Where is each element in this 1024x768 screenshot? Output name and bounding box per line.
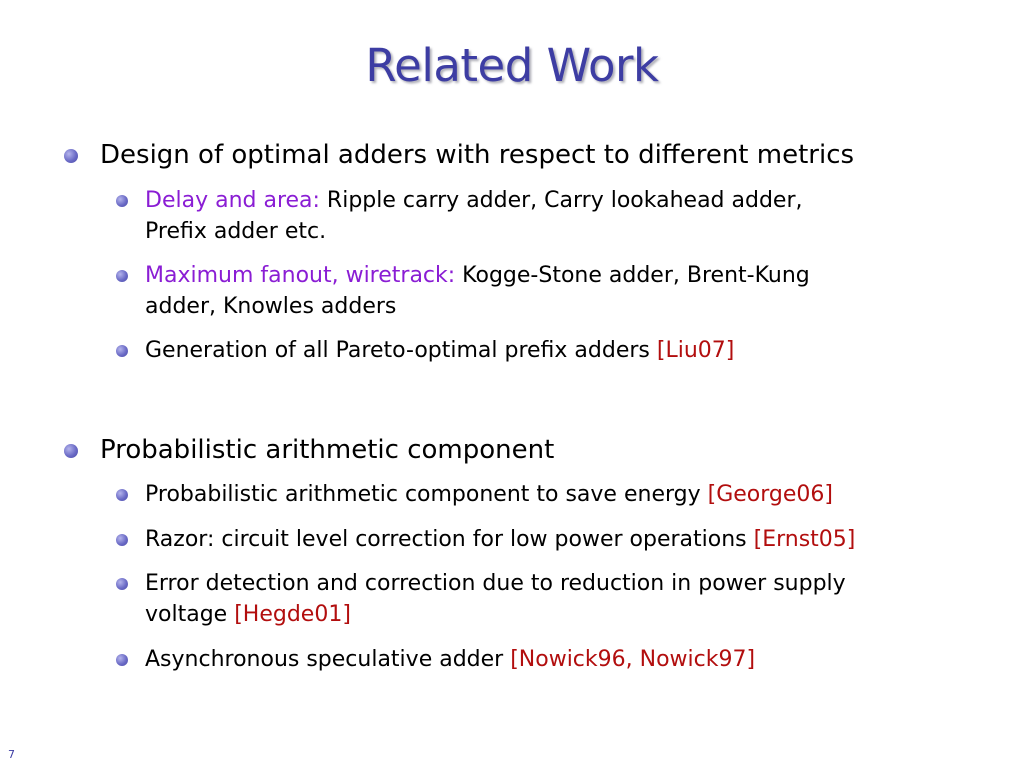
citation: [Liu07] [656, 338, 735, 363]
slide-title: Related Work [365, 39, 659, 92]
citation: [George06] [707, 482, 833, 507]
citation: [Ernst05] [753, 527, 856, 552]
bullet-dot-icon [116, 654, 128, 666]
bullet-text: Razor: circuit level correction for low power operations [145, 527, 754, 552]
bullet-error-detection [145, 568, 945, 630]
bullet-text: Kogge-Stone adder, Brent-Kung [455, 263, 810, 288]
page-number: 7 [8, 748, 15, 761]
citation: [Hegde01] [234, 602, 351, 627]
bullet-text: Asynchronous speculative adder [145, 647, 511, 672]
bullet-razor [145, 524, 945, 555]
bullet-pareto-prefix [145, 335, 945, 366]
bullet-prob-arith [145, 479, 945, 510]
bullet-text-cont: voltage [145, 602, 235, 627]
bullet-dot-icon [116, 345, 128, 357]
bullet-text-cont: adder, Knowles adders [145, 294, 397, 319]
bullet-text: Generation of all Pareto-optimal prefix adders [145, 338, 657, 363]
bullet-text-cont: Prefix adder etc. [145, 219, 327, 244]
bullet-dot-icon [116, 270, 128, 282]
bullet-dot-icon [116, 195, 128, 207]
bullet-dot-icon [64, 444, 78, 458]
bullet-fanout-wiretrack [145, 260, 945, 322]
bullet-delay-area [145, 185, 945, 247]
bullet-text: Probabilistic arithmetic component to save energy [145, 482, 708, 507]
bullet-dot-icon [116, 534, 128, 546]
bullet-dot-icon [64, 149, 78, 163]
bullet-keyword: Delay and area: [145, 188, 320, 213]
bullet-text: Error detection and correction due to reduction in power supply [145, 571, 846, 596]
bullet-dot-icon [116, 578, 128, 590]
bullet-keyword: Maximum fanout, wiretrack: [145, 263, 456, 288]
section-heading-1: Design of optimal adders with respect to different metrics [100, 140, 855, 170]
citation: [Nowick96, Nowick97] [510, 647, 756, 672]
bullet-async-adder [145, 644, 945, 675]
bullet-text: Ripple carry adder, Carry lookahead adder, [319, 188, 803, 213]
bullet-dot-icon [116, 489, 128, 501]
section-heading-2: Probabilistic arithmetic component [100, 435, 555, 465]
